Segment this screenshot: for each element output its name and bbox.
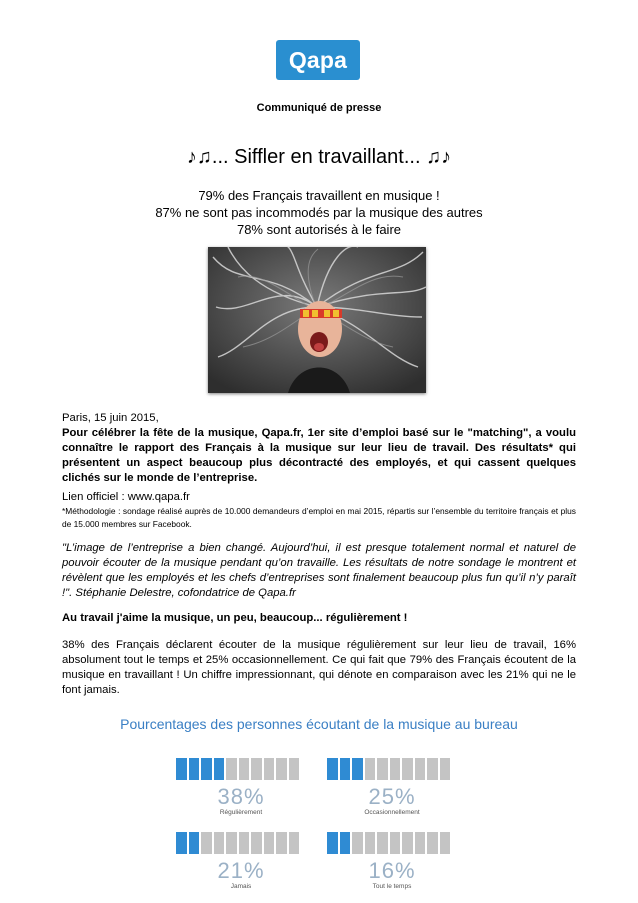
intro-paragraph xyxy=(62,411,576,486)
chart-category-label: Jamais xyxy=(230,883,252,890)
bar-segment-empty xyxy=(239,758,250,780)
bar-segment-empty xyxy=(377,832,388,854)
subtitle-line: 87% ne sont pas incommodés par la musique des autres xyxy=(155,205,483,220)
press-release-label: Communiqué de presse xyxy=(256,102,382,114)
bar-segment-empty xyxy=(226,832,237,854)
bar-segment-empty xyxy=(427,832,438,854)
bar-segment-filled xyxy=(214,758,225,780)
chart-value-label: 25% xyxy=(368,784,416,809)
bar-segment-filled xyxy=(327,832,338,854)
bar-segment-filled xyxy=(189,832,200,854)
bar-segment-filled xyxy=(327,758,338,780)
chart-bar-occasionnellement xyxy=(327,758,450,780)
bar-segment-empty xyxy=(365,832,376,854)
bar-segment-empty xyxy=(276,758,287,780)
chart-value-label: 38% xyxy=(217,784,265,809)
bar-segment-empty xyxy=(264,758,275,780)
bar-segment-empty xyxy=(390,832,401,854)
bar-segment-empty xyxy=(226,758,237,780)
dateline: Paris, 15 juin 2015, xyxy=(62,412,159,424)
section-heading: Au travail j'aime la musique, un peu, beaucoup... régulièrement ! xyxy=(62,612,408,624)
bar-segment-filled xyxy=(176,758,187,780)
page-title: ♪♫... Siffler en travaillant... ♫♪ xyxy=(186,146,452,168)
bar-segment-empty xyxy=(264,832,275,854)
chart-category-label: Tout le temps xyxy=(372,883,412,890)
bar-segment-empty xyxy=(289,758,300,780)
chart-category-label: Occasionnellement xyxy=(364,809,420,816)
bar-segment-empty xyxy=(251,758,262,780)
bar-segment-empty xyxy=(352,832,363,854)
bar-segment-empty xyxy=(427,758,438,780)
chart-bar-r-guli-rement xyxy=(176,758,299,780)
subtitle-line: 78% sont autorisés à le faire xyxy=(236,222,402,237)
bar-segment-empty xyxy=(365,758,376,780)
chart-value-label: 16% xyxy=(368,858,416,883)
bar-segment-empty xyxy=(402,758,413,780)
bar-segment-empty xyxy=(415,758,426,780)
bar-segment-empty xyxy=(201,832,212,854)
founder-quote: "L’image de l’entreprise a bien changé. Aujourd’hui, il est presque totalement normal et naturel de pouvoir écouter de la musique pendant qu’on travaille. Les résultats de notre sondage le montrent et révèlent que les employés et les chefs d’entreprises sont finalement beaucoup plus fun qu’il n’y paraît !". Stéphanie Delestre, cofondatrice de Qapa.fr xyxy=(62,542,576,599)
bar-segment-empty xyxy=(377,758,388,780)
official-link[interactable]: Lien officiel : www.qapa.fr xyxy=(62,491,190,503)
bar-segment-empty xyxy=(440,832,451,854)
bar-segment-empty xyxy=(415,832,426,854)
bar-segment-filled xyxy=(189,758,200,780)
subtitles xyxy=(0,187,638,238)
subtitle-line: 79% des Français travaillent en musique ! xyxy=(198,188,440,203)
chart-bar-jamais xyxy=(176,832,299,854)
bar-segment-empty xyxy=(440,758,451,780)
hero-photo xyxy=(208,247,426,393)
section-body: 38% des Français déclarent écouter de la musique régulièrement sur leur lieu de travail, 16% absolument tout le temps et 25% occasionnellement. Ce qui fait que 79% des Français écoutent de la musique en travaillant ! Un chiffre impressionnant, qui dénote en comparaison avec les 21% qui ne le font jamais. xyxy=(62,639,576,696)
chart-category-label: Régulièrement xyxy=(219,809,263,816)
lead-text: Pour célébrer la fête de la musique, Qapa.fr, 1er site d’emploi basé sur le "matching", a voulu connaître le rapport des Français à la musique sur leur lieu de travail. Des résultats* qui présentent un aspect beaucoup plus décontracté des employés, et qui cassent quelques clichés sur le monde de l’entreprise. xyxy=(62,427,576,484)
bar-segment-empty xyxy=(402,832,413,854)
bar-segment-empty xyxy=(390,758,401,780)
bar-segment-filled xyxy=(176,832,187,854)
bar-segment-filled xyxy=(340,758,351,780)
chart-title: Pourcentages des personnes écoutant de la musique au bureau xyxy=(120,716,518,732)
chart-bar-tout-le-temps xyxy=(327,832,450,854)
qapa-logo: Qapa xyxy=(276,40,360,80)
methodology-note: *Méthodologie : sondage réalisé auprès de 10.000 demandeurs d’emploi en mai 2015, répartis sur l’ensemble du territoire français et plus de 15.000 membres sur Facebook. xyxy=(62,506,576,529)
bar-segment-empty xyxy=(251,832,262,854)
bar-segment-empty xyxy=(239,832,250,854)
singer-illustration xyxy=(208,247,426,393)
bar-segment-filled xyxy=(201,758,212,780)
bar-segment-empty xyxy=(289,832,300,854)
bar-segment-filled xyxy=(340,832,351,854)
bar-segment-filled xyxy=(352,758,363,780)
chart-value-label: 21% xyxy=(217,858,265,883)
bar-segment-empty xyxy=(276,832,287,854)
bar-segment-empty xyxy=(214,832,225,854)
